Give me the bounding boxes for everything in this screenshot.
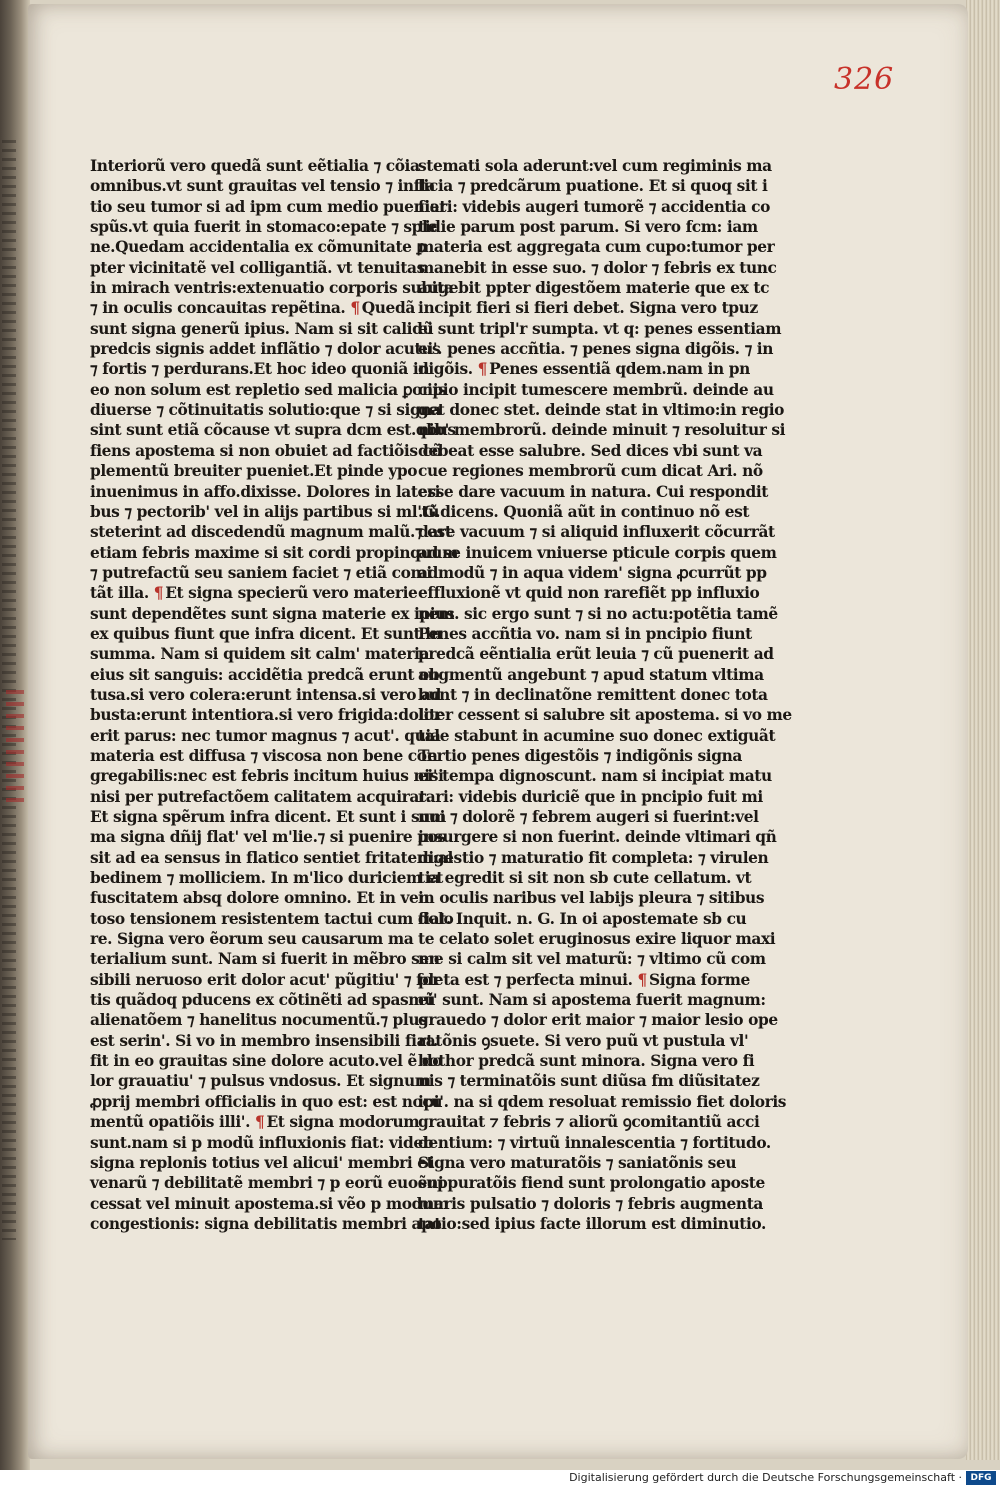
- rubric-paragraph-mark: ¶: [350, 299, 360, 318]
- text-line: [418, 604, 778, 624]
- line-text: grauedo ⁊ dolor erit maior ⁊ maior lesio ope: [418, 1011, 778, 1030]
- text-line: [90, 156, 420, 176]
- line-text: sint sunt etiã cõcause vt supra dcm est.qbus: [90, 421, 456, 440]
- line-text: sunt signa generũ ipius. Nam si sit calidũ: [90, 319, 434, 338]
- text-line: [418, 1194, 764, 1214]
- text-line: [418, 787, 763, 807]
- line-text: nib' membrorũ. deinde minuit ⁊ resoluitur si: [418, 421, 786, 440]
- text-line: [418, 1031, 749, 1051]
- text-line: [90, 868, 443, 888]
- line-text: eius sit sanguis: accidẽtia predcã erunt ob: [90, 665, 440, 684]
- text-line: [90, 502, 440, 522]
- line-text: augmentũ angebunt ⁊ apud statum vltima: [418, 665, 764, 684]
- line-text: mentũ opatiõis illi'.: [90, 1113, 256, 1132]
- text-line: [90, 827, 446, 847]
- text-line: [418, 543, 777, 563]
- text-line: [418, 1051, 755, 1071]
- text-line: [418, 359, 750, 379]
- text-line: [418, 156, 772, 176]
- text-line: [90, 1112, 420, 1132]
- text-line: [90, 298, 415, 318]
- text-line: [90, 400, 441, 420]
- text-line: [90, 461, 418, 481]
- right-text-column: [418, 156, 792, 1234]
- line-text: .G.dicens. Quoniã aũt in continuo nõ est: [418, 502, 750, 521]
- line-text: lor grauatiu' ⁊ pulsus vndosus. Et signum: [90, 1072, 431, 1091]
- line-text: bus ⁊ pectorib' vel in alijs partibus si ml'tũ: [90, 502, 440, 521]
- text-line: [90, 1071, 431, 1091]
- line-text: effluxionẽ vt quid non rarefiẽt pp influxio: [418, 584, 760, 603]
- text-line: [418, 217, 758, 237]
- text-line: [90, 359, 430, 379]
- line-text: incipit fieri si fieri debet. Signa vero tpuz: [418, 299, 758, 318]
- line-text: ei sunt tripl'r sumpta. vt q: penes essentiam: [418, 319, 782, 338]
- line-text: stemati sola aderunt:vel cum regiminis ma: [418, 157, 772, 175]
- text-line: [418, 766, 772, 786]
- text-line: [90, 1092, 443, 1112]
- line-text: etiam febris maxime si sit cordi propinquum: [90, 543, 458, 562]
- text-line: [418, 1071, 760, 1091]
- text-line: [90, 1194, 449, 1214]
- text-line: [418, 949, 766, 969]
- text-line: [90, 197, 447, 217]
- text-line: [418, 1214, 766, 1234]
- line-text: nui ⁊ dolorẽ ⁊ febrem augeri si fuerint:vel: [418, 808, 759, 826]
- text-line: [90, 217, 437, 237]
- text-line: [90, 1173, 444, 1193]
- text-line: [90, 726, 441, 746]
- line-text: materia est aggregata cum cupo:tumor per: [418, 238, 775, 257]
- line-text: sit ad ea sensus in flatico sentiet fritatem:al: [90, 848, 453, 867]
- line-text: cessat vel minuit apostema.si vẽo p modum: [90, 1194, 449, 1213]
- text-line: [90, 278, 454, 298]
- line-text: toso tensionem resistentem tactui cum dolo: [90, 909, 454, 928]
- text-line: [418, 807, 759, 827]
- line-text: in mirach ventris:extenuatio corporis subita: [90, 279, 454, 298]
- text-line: [418, 319, 782, 339]
- rubric-paragraph-mark: ¶: [477, 360, 488, 379]
- line-text: sunt dependẽtes sunt signa materie ex ipius: [90, 604, 455, 623]
- line-text: omnibus.vt sunt grauitas vel tensio ⁊ infla: [90, 177, 435, 196]
- text-line: [90, 441, 442, 461]
- line-text: erit parus: nec tumor magnus ⁊ acut'. quia: [90, 726, 441, 745]
- line-text: nis ⁊ terminatõis sunt diũsa fm diũsitatez: [418, 1072, 760, 1091]
- line-text: nisi per putrefactõem calitatem acquirat.: [90, 787, 431, 806]
- line-text: cipio incipit tumescere membrũ. deinde au: [418, 380, 774, 399]
- text-line: [90, 746, 438, 766]
- line-text: ꝓprij membri officialis in quo est: est nocu: [90, 1092, 443, 1111]
- line-text: manebit in esse suo. ⁊ dolor ⁊ febris ex tunc: [418, 258, 777, 277]
- line-text: me si calm sit vel maturũ: ⁊ vltimo cũ com: [418, 950, 766, 969]
- line-text: tia egredit si sit non sb cute cellatum. vt: [418, 869, 752, 888]
- text-line: [418, 746, 742, 766]
- line-text: summa. Nam si quidem sit calm' materia: [90, 645, 430, 664]
- text-line: [90, 1214, 442, 1234]
- line-text: esse dare vacuum in natura. Cui respondit: [418, 482, 768, 501]
- line-text: dare vacuum ⁊ si aliquid influxerit cõcurrãt: [418, 523, 775, 542]
- text-line: [90, 319, 434, 339]
- line-text: grauitat ⁊ febris ⁊ aliorũ ꝯcomitantiũ acci: [418, 1113, 760, 1132]
- line-text: Interiorũ vero quedã sunt eẽtialia ⁊ cõia: [90, 157, 420, 175]
- line-text: eo non solum est repletio sed malicia ꝑonis: [90, 380, 447, 399]
- text-line: [418, 298, 758, 318]
- text-line: [418, 929, 776, 949]
- line-text: ⁊ in oculis concauitas repẽtina.: [90, 299, 351, 318]
- text-line: [418, 583, 760, 603]
- line-text: ⁊ fortis ⁊ perdurans.Et hoc ideo quoniã in: [90, 360, 430, 379]
- line-text: tio seu tumor si ad ipm cum medio pueniat: [90, 197, 447, 216]
- line-text: diuerse ⁊ cõtinuitatis solutio:que ⁊ si signa: [90, 401, 441, 420]
- line-text: fuscitatem absq dolore omnino. Et in ven: [90, 889, 430, 908]
- text-line: [418, 868, 752, 888]
- text-line: [90, 970, 440, 990]
- dfg-logo: DFG: [966, 1471, 996, 1485]
- line-text: signa replonis totius vel alicui' membri et: [90, 1153, 434, 1172]
- text-line: [418, 624, 752, 644]
- text-line: [90, 665, 440, 685]
- text-line: [418, 197, 771, 217]
- text-line: [418, 1153, 737, 1173]
- line-text: Penes accñtia vo. nam si in pncipio fiunt: [418, 624, 752, 643]
- line-text: ipi'. na si qdem resoluat remissio fiet doloris: [418, 1092, 787, 1111]
- line-text: alienatõem ⁊ hanelitus nocumentũ.⁊ plus: [90, 1011, 428, 1030]
- text-line: [90, 237, 426, 257]
- text-line: [90, 482, 441, 502]
- line-text: est serin'. Si vo in membro insensibili fiat.: [90, 1031, 438, 1050]
- text-line: [418, 502, 750, 522]
- line-text: steterint ad discedendũ magnum malũ.⁊ est: [90, 523, 452, 542]
- text-line: [90, 909, 454, 929]
- text-line: [418, 1092, 787, 1112]
- line-text: admodũ ⁊ in aqua videm' signa ꝓcurrũt pp: [418, 563, 767, 582]
- line-text: Et signa spẽrum infra dicent. Et sunt i sum: [90, 808, 446, 826]
- line-text: fit in eo grauitas sine dolore acuto.vel ẽ do: [90, 1052, 443, 1071]
- line-text: cue regiones membrorũ cum dicat Ari. nõ: [418, 462, 763, 481]
- line-text: te celato solet eruginosus exire liquor maxi: [418, 930, 776, 949]
- line-text: digõis.: [418, 360, 478, 379]
- line-text: bothor predcã sunt minora. Signa vero fi: [418, 1052, 755, 1071]
- line-text: bunt ⁊ in declinatõne remittent donec tota: [418, 685, 768, 704]
- text-line: [418, 563, 767, 583]
- rubric-line-text: Et signa modorum: [266, 1113, 420, 1132]
- text-line: [90, 990, 435, 1010]
- line-text: fiens apostema si non obuiet ad factiõis cõ: [90, 441, 442, 460]
- line-text: ei'. penes accñtia. ⁊ penes signa digõis. ⁊ in: [418, 340, 774, 359]
- text-line: [90, 787, 431, 807]
- text-line: [418, 441, 763, 461]
- text-line: [418, 705, 792, 725]
- line-text: re. Signa vero ẽorum seu causarum ma: [90, 930, 414, 949]
- rubric-paragraph-mark: ¶: [153, 584, 164, 603]
- text-line: [418, 461, 763, 481]
- line-text: tale stabunt in acumine suo donec extiguãt: [418, 726, 776, 745]
- line-text: fiat. Inquit. n. G. In oi apostemate sb cu: [418, 909, 747, 928]
- text-line: [90, 848, 453, 868]
- line-text: congestionis: signa debilitatis membri apo: [90, 1214, 442, 1233]
- text-line: [90, 604, 455, 624]
- rubric-line-text: Et signa specierũ vero materie: [165, 584, 418, 603]
- text-line: [418, 1173, 765, 1193]
- rubric-paragraph-mark: ¶: [637, 970, 647, 989]
- line-text: augebit ppter digestõem materie que ex tc: [418, 279, 770, 298]
- text-line: [418, 990, 766, 1010]
- text-line: [418, 970, 750, 990]
- line-text: ratõnis ꝯsuete. Si vero puũ vt pustula vl': [418, 1031, 749, 1050]
- text-line: [418, 380, 774, 400]
- text-line: [90, 176, 435, 196]
- line-text: predcã eẽntialia erũt leuia ⁊ cũ puenerit ad: [418, 645, 774, 664]
- text-line: [90, 624, 442, 644]
- line-text: bedinem ⁊ molliciem. In m'lico duriciem et: [90, 869, 443, 888]
- line-text: pter vicinitatẽ vel colligantiã. vt tenuitas: [90, 258, 425, 277]
- text-line: [418, 888, 765, 908]
- text-line: [418, 1133, 771, 1153]
- line-text: venarũ ⁊ debilitatẽ membri ⁊ p eorũ euoẽni: [90, 1174, 444, 1193]
- line-text: maris pulsatio ⁊ doloris ⁊ febris augmenta: [418, 1194, 764, 1213]
- line-text: ⁊ putrefactũ seu saniem faciet ⁊ etiã comi: [90, 563, 432, 582]
- text-line: [418, 1112, 760, 1132]
- rubric-paragraph-mark: ¶: [255, 1113, 265, 1132]
- line-text: suppuratõis fiend sunt prolongatio aposte: [418, 1174, 765, 1193]
- folio-number: 326: [834, 62, 895, 97]
- text-line: [90, 380, 447, 400]
- text-line: [90, 583, 418, 603]
- text-line: [418, 176, 768, 196]
- line-text: tãt illa.: [90, 584, 154, 603]
- text-line: [418, 726, 776, 746]
- line-text: gregabilis:nec est febris incitum huius nisi: [90, 767, 444, 786]
- line-text: busta:erunt intentiora.si vero frigida:dolor: [90, 706, 442, 725]
- footer-bar: [0, 1470, 1000, 1488]
- line-text: tatio:sed ipius facte illorum est diminutio.: [418, 1214, 766, 1233]
- line-text: ne.Quedam accidentalia ex cõmunitate ꝑ: [90, 238, 426, 257]
- digitization-credit: Digitalisierung gefördert durch die Deutsche Forschungsgemeinschaft ·: [569, 1471, 962, 1484]
- text-line: [418, 827, 777, 847]
- text-line: [418, 237, 775, 257]
- text-line: [418, 644, 774, 664]
- line-text: ex quibus fiunt que infra dicent. Et sunt in: [90, 624, 442, 643]
- line-text: dentium: ⁊ virtuũ innalescentia ⁊ fortitudo.: [418, 1133, 771, 1152]
- line-text: Signa vero maturatõis ⁊ saniatõnis seu: [418, 1153, 737, 1172]
- text-line: [90, 1051, 443, 1071]
- text-line: [418, 482, 768, 502]
- line-text: spũs.vt quia fuerit in stomaco:epate ⁊ sple: [90, 218, 437, 237]
- book-binding-gutter: [0, 0, 30, 1470]
- text-line: [90, 339, 441, 359]
- line-text: tidie parum post parum. Si vero fcm: iam: [418, 218, 758, 237]
- line-text: ad se inuicem vniuerse pticule corpis quem: [418, 543, 777, 562]
- rubric-line-text: Penes essentiã qdem.nam in pn: [489, 360, 750, 379]
- line-text: in oculis naribus vel labijs pleura ⁊ sitibus: [418, 889, 765, 908]
- text-line: [90, 807, 446, 827]
- text-line: [90, 705, 442, 725]
- line-text: liter cessent si salubre sit apostema. si vo me: [418, 706, 792, 725]
- text-line: [90, 522, 452, 542]
- text-line: [90, 563, 432, 583]
- line-text: Tertio penes digestõis ⁊ indigõnis signa: [418, 746, 742, 765]
- line-text: sibili neruoso erit dolor acut' pũgitiu' ⁊ for: [90, 970, 440, 989]
- text-line: [418, 339, 774, 359]
- line-text: plementũ breuiter pueniet.Et pinde ypo: [90, 462, 418, 481]
- text-line: [90, 644, 430, 664]
- line-text: inuenimus in affo.dixisse. Dolores in lateri: [90, 482, 441, 501]
- line-text: ma signa dñij flat' vel m'lie.⁊ si puenire pos: [90, 828, 446, 847]
- line-text: ei' sunt. Nam si apostema fuerit magnum:: [418, 991, 766, 1010]
- text-line: [90, 543, 458, 563]
- text-line: [90, 420, 456, 440]
- text-line: [418, 522, 775, 542]
- text-line: [90, 888, 430, 908]
- line-text: terialium sunt. Nam si fuerit in mẽbro sen: [90, 950, 440, 969]
- line-text: tusa.si vero colera:erunt intensa.si vero ad: [90, 685, 442, 704]
- text-line: [90, 949, 440, 969]
- line-text: insurgere si non fuerint. deinde vltimari qñ: [418, 828, 777, 847]
- facing-page-rubric-edge: [6, 690, 24, 810]
- text-line: [90, 1031, 438, 1051]
- rubric-line-text: Quedã: [361, 299, 415, 318]
- text-line: [90, 929, 414, 949]
- line-text: fieri: videbis augeri tumorẽ ⁊ accidentia co: [418, 197, 771, 216]
- text-line: [418, 685, 768, 705]
- text-line: [418, 278, 770, 298]
- text-line: [90, 1010, 428, 1030]
- text-line: [418, 909, 747, 929]
- text-line: [418, 400, 785, 420]
- line-text: pleta est ⁊ perfecta minui.: [418, 970, 638, 989]
- text-line: [90, 258, 425, 278]
- line-text: debeat esse salubre. Sed dices vbi sunt va: [418, 441, 763, 460]
- line-text: nem. sic ergo sunt ⁊ si no actu:potẽtia tamẽ: [418, 604, 778, 623]
- line-text: licia ⁊ predcãrum puatione. Et si quoq sit i: [418, 177, 768, 196]
- line-text: predcis signis addet inflãtio ⁊ dolor acutus: [90, 340, 441, 359]
- line-text: materia est diffusa ⁊ viscosa non bene con: [90, 746, 438, 765]
- line-text: rari: videbis duriciẽ que in pncipio fuit mi: [418, 787, 763, 806]
- text-line: [418, 848, 769, 868]
- text-line: [90, 1133, 434, 1153]
- rubric-line-text: Signa forme: [648, 970, 750, 989]
- line-text: get donec stet. deinde stat in vltimo:in regio: [418, 401, 785, 420]
- line-text: sunt.nam si p modũ influxionis fiat: videb: [90, 1133, 434, 1152]
- text-line: [418, 258, 777, 278]
- line-text: digestio ⁊ maturatio fit completa: ⁊ virulen: [418, 848, 769, 867]
- line-text: tis quãdoq pducens ex cõtinẽti ad spasmũ: [90, 991, 435, 1010]
- text-line: [90, 766, 444, 786]
- text-line: [418, 665, 764, 685]
- page-stack-edge: [966, 0, 1000, 1460]
- line-text: ei' tempa dignoscunt. nam si incipiat matu: [418, 767, 772, 786]
- text-line: [90, 685, 442, 705]
- text-line: [418, 1010, 778, 1030]
- text-line: [90, 1153, 434, 1173]
- text-line: [418, 420, 786, 440]
